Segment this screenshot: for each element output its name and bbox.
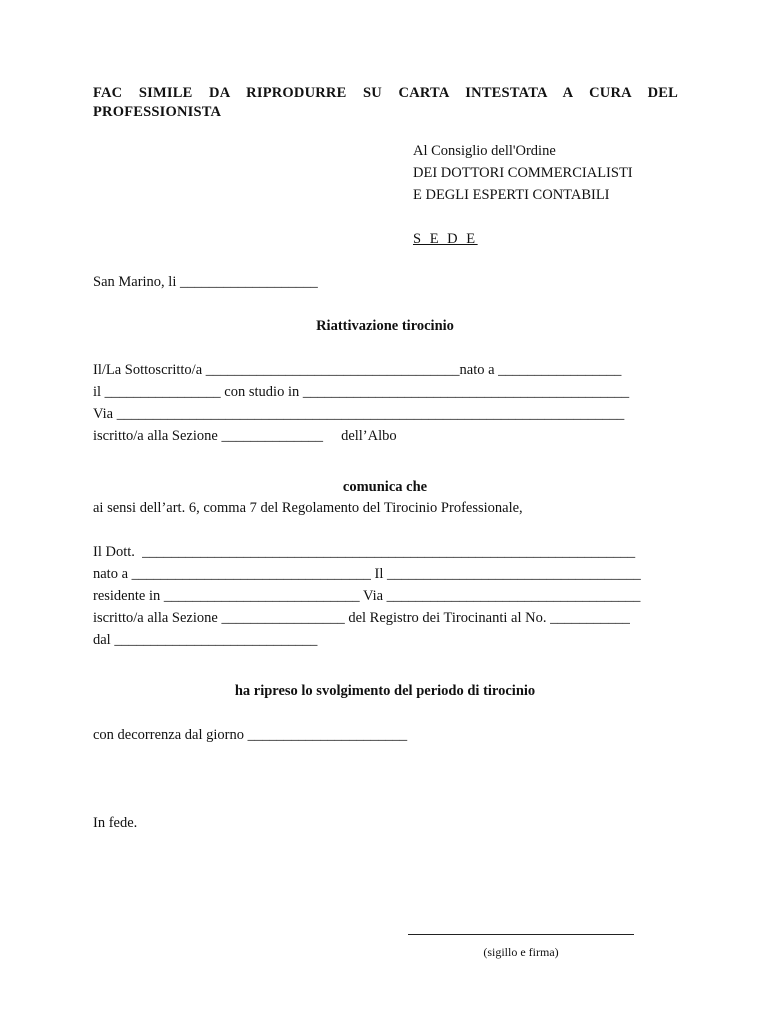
effective-date-line: con decorrenza dal giorno ______________________ [93,727,408,743]
declarant-line-3: Via ______________________________________________________________________ [93,406,625,422]
header-line-1: FAC SIMILE DA RIPRODURRE SU CARTA INTESTATA A CURA DEL [93,85,678,101]
declarant-line-1: Il/La Sottoscritto/a ___________________________________nato a _________________ [93,362,622,378]
trainee-line-5: dal ____________________________ [93,632,318,648]
addressee-line-1: Al Consiglio dell'Ordine [413,143,556,159]
declarant-line-4: iscritto/a alla Sezione ______________ dell’Albo [93,428,397,444]
declarant-line-2: il ________________ con studio in _____________________________________________ [93,384,630,400]
signature-caption: (sigillo e firma) [483,945,559,959]
sede-label: S E D E [413,231,478,247]
trainee-line-1: Il Dott. ____________________________________________________________________ [93,544,636,560]
closing-text: In fede. [93,815,138,831]
communicates-title: comunica che [342,479,428,495]
place-date-line: San Marino, li ___________________ [93,274,318,290]
trainee-line-4: iscritto/a alla Sezione _________________ del Registro dei Tirocinanti al No. ___________ [93,610,630,626]
trainee-line-2: nato a _________________________________ Il ___________________________________ [93,566,641,582]
addressee-line-3: E DEGLI ESPERTI CONTABILI [413,187,610,203]
header-line-2: PROFESSIONISTA [93,104,222,120]
resumed-statement: ha ripreso lo svolgimento del periodo di tirocinio [234,683,536,699]
communicates-intro: ai sensi dell’art. 6, comma 7 del Regolamento del Tirocinio Professionale, [93,500,523,516]
trainee-line-3: residente in ___________________________ Via ___________________________________ [93,588,641,604]
addressee-line-2: DEI DOTTORI COMMERCIALISTI [413,165,633,181]
signature-line [408,934,634,935]
subject-title: Riattivazione tirocinio [316,318,454,334]
